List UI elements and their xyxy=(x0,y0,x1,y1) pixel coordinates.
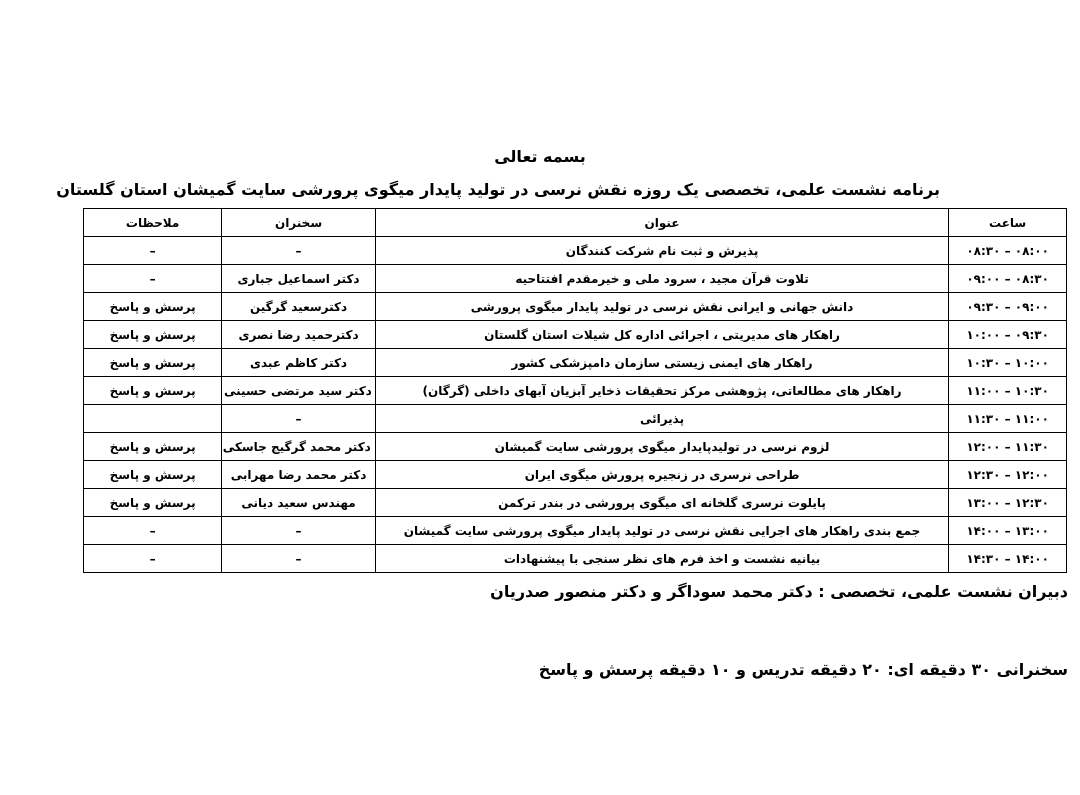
topic-cell: طراحی نرسری در زنجیره پرورش میگوی ایران xyxy=(375,461,948,489)
topic-cell: پذیرش و ثبت نام شرکت کنندگان xyxy=(375,237,948,265)
column-header-speaker: سخنران xyxy=(222,209,376,237)
topic-cell: لزوم نرسی در تولیدپایدار میگوی پرورشی سایت گمیشان xyxy=(375,433,948,461)
notes-cell xyxy=(84,405,222,433)
notes-cell: – xyxy=(84,517,222,545)
notes-cell: – xyxy=(84,237,222,265)
schedule-table xyxy=(83,208,1067,573)
notes-cell: پرسش و پاسخ xyxy=(84,321,222,349)
speaker-cell: دکترحمید رضا نصری xyxy=(222,321,376,349)
speaker-cell: مهندس سعید دیانی xyxy=(222,489,376,517)
table-row xyxy=(84,405,1067,433)
column-header-notes: ملاحظات xyxy=(84,209,222,237)
notes-cell: پرسش و پاسخ xyxy=(84,433,222,461)
notes-cell: پرسش و پاسخ xyxy=(84,349,222,377)
table-row xyxy=(84,489,1067,517)
time-cell: ۱۳:۰۰ – ۱۴:۰۰ xyxy=(949,517,1067,545)
notes-cell: پرسش و پاسخ xyxy=(84,377,222,405)
table-row xyxy=(84,349,1067,377)
speaker-cell: – xyxy=(222,517,376,545)
notes-cell: پرسش و پاسخ xyxy=(84,489,222,517)
speaker-cell: دکتر کاظم عبدی xyxy=(222,349,376,377)
speaker-cell: دکتر محمد گرگیج جاسکی xyxy=(222,433,376,461)
topic-cell: پایلوت نرسری گلخانه ای میگوی پرورشی در بندر ترکمن xyxy=(375,489,948,517)
time-cell: ۱۴:۰۰ – ۱۴:۳۰ xyxy=(949,545,1067,573)
column-header-topic: عنوان xyxy=(375,209,948,237)
speaker-cell: دکتر سید مرتضی حسینی xyxy=(222,377,376,405)
time-cell: ۰۸:۳۰ – ۰۹:۰۰ xyxy=(949,265,1067,293)
table-row xyxy=(84,545,1067,573)
notes-cell: – xyxy=(84,265,222,293)
topic-cell: راهکار های مطالعاتی، پژوهشی مرکز تحقیقات ذخایر آبزیان آبهای داخلی (گرگان) xyxy=(375,377,948,405)
column-header-time: ساعت xyxy=(949,209,1067,237)
notes-cell: پرسش و پاسخ xyxy=(84,461,222,489)
document-title: برنامه نشست علمی، تخصصی یک روزه نقش نرسی در تولید پایدار میگوی پرورشی سایت گمیشان استان گلستان xyxy=(56,180,940,199)
topic-cell: جمع بندی راهکار های اجرایی نقش نرسی در تولید پایدار میگوی پرورشی سایت گمیشان xyxy=(375,517,948,545)
table-row xyxy=(84,321,1067,349)
bismillah-heading: بسمه تعالی xyxy=(494,147,586,166)
time-cell: ۱۰:۰۰ – ۱۰:۳۰ xyxy=(949,349,1067,377)
topic-cell: دانش جهانی و ایرانی نقش نرسی در تولید پایدار میگوی پرورشی xyxy=(375,293,948,321)
time-cell: ۰۸:۰۰ – ۰۸:۳۰ xyxy=(949,237,1067,265)
time-cell: ۱۱:۳۰ – ۱۲:۰۰ xyxy=(949,433,1067,461)
topic-cell: راهکار های ایمنی زیستی سازمان دامپزشکی کشور xyxy=(375,349,948,377)
speaker-cell: دکتر محمد رضا مهرابی xyxy=(222,461,376,489)
topic-cell: تلاوت قرآن مجید ، سرود ملی و خیرمقدم افتتاحیه xyxy=(375,265,948,293)
time-cell: ۱۲:۰۰ – ۱۲:۳۰ xyxy=(949,461,1067,489)
speaker-cell: دکترسعید گرگین xyxy=(222,293,376,321)
time-cell: ۰۹:۰۰ – ۰۹:۳۰ xyxy=(949,293,1067,321)
organizers-line: دبیران نشست علمی، تخصصی : دکتر محمد سوداگر و دکتر منصور صدریان xyxy=(490,582,1068,601)
speaker-cell: – xyxy=(222,545,376,573)
speaker-cell: – xyxy=(222,237,376,265)
table-row xyxy=(84,237,1067,265)
table-row xyxy=(84,293,1067,321)
table-row xyxy=(84,433,1067,461)
table-row xyxy=(84,377,1067,405)
topic-cell: راهکار های مدیریتی ، اجرائی اداره کل شیلات استان گلستان xyxy=(375,321,948,349)
time-cell: ۱۲:۳۰ – ۱۳:۰۰ xyxy=(949,489,1067,517)
time-cell: ۰۹:۳۰ – ۱۰:۰۰ xyxy=(949,321,1067,349)
table-row xyxy=(84,517,1067,545)
time-cell: ۱۰:۳۰ – ۱۱:۰۰ xyxy=(949,377,1067,405)
notes-cell: پرسش و پاسخ xyxy=(84,293,222,321)
talk-format-note: سخنرانی ۳۰ دقیقه ای: ۲۰ دقیقه تدریس و ۱۰ دقیقه پرسش و پاسخ xyxy=(538,660,1068,679)
topic-cell: پذیرائی xyxy=(375,405,948,433)
speaker-cell: – xyxy=(222,405,376,433)
time-cell: ۱۱:۰۰ – ۱۱:۳۰ xyxy=(949,405,1067,433)
topic-cell: بیانیه نشست و اخذ فرم های نظر سنجی با پیشنهادات xyxy=(375,545,948,573)
notes-cell: – xyxy=(84,545,222,573)
speaker-cell: دکتر اسماعیل جباری xyxy=(222,265,376,293)
table-row xyxy=(84,461,1067,489)
table-row xyxy=(84,265,1067,293)
table-header-row xyxy=(84,209,1067,237)
